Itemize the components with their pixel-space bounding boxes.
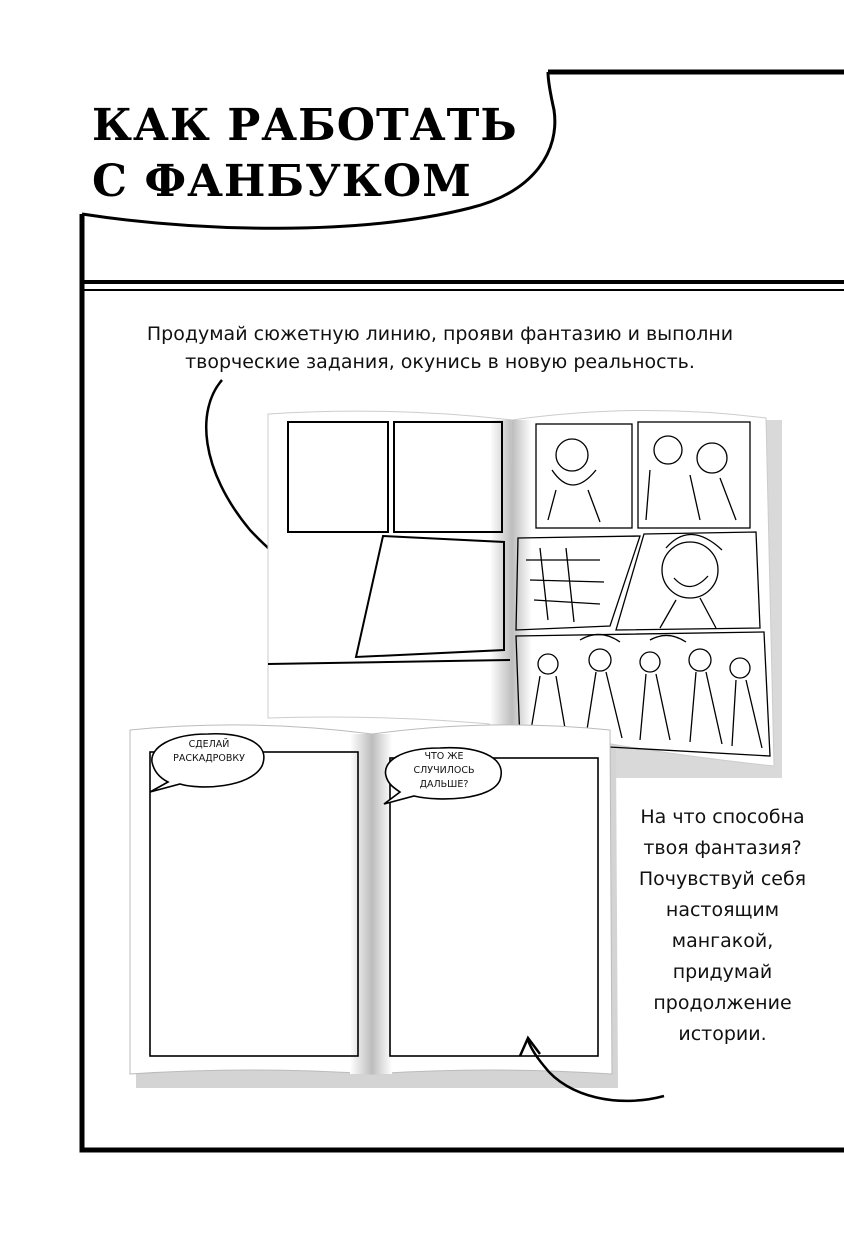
- open-fanbook-top: [268, 410, 782, 778]
- open-fanbook-bottom: [130, 725, 618, 1088]
- bubble-text-left: СДЕЛАЙ РАСКАДРОВКУ: [173, 739, 245, 764]
- bubble-text-right: ЧТО ЖЕ СЛУЧИЛОСЬ ДАЛЬШЕ?: [413, 751, 475, 790]
- page-title-line-2: С ФАНБУКОМ: [92, 156, 472, 207]
- side-caption: На что способна твоя фантазия? Почувствуй себя настоящим мангакой, придумай продолжение истории.: [638, 806, 807, 1045]
- page-title-line-1: КАК РАБОТАТЬ: [92, 100, 518, 151]
- intro-caption: Продумай сюжетную линию, прояви фантазию и выполни творческие задания, окунись в новую реальность.: [146, 323, 734, 373]
